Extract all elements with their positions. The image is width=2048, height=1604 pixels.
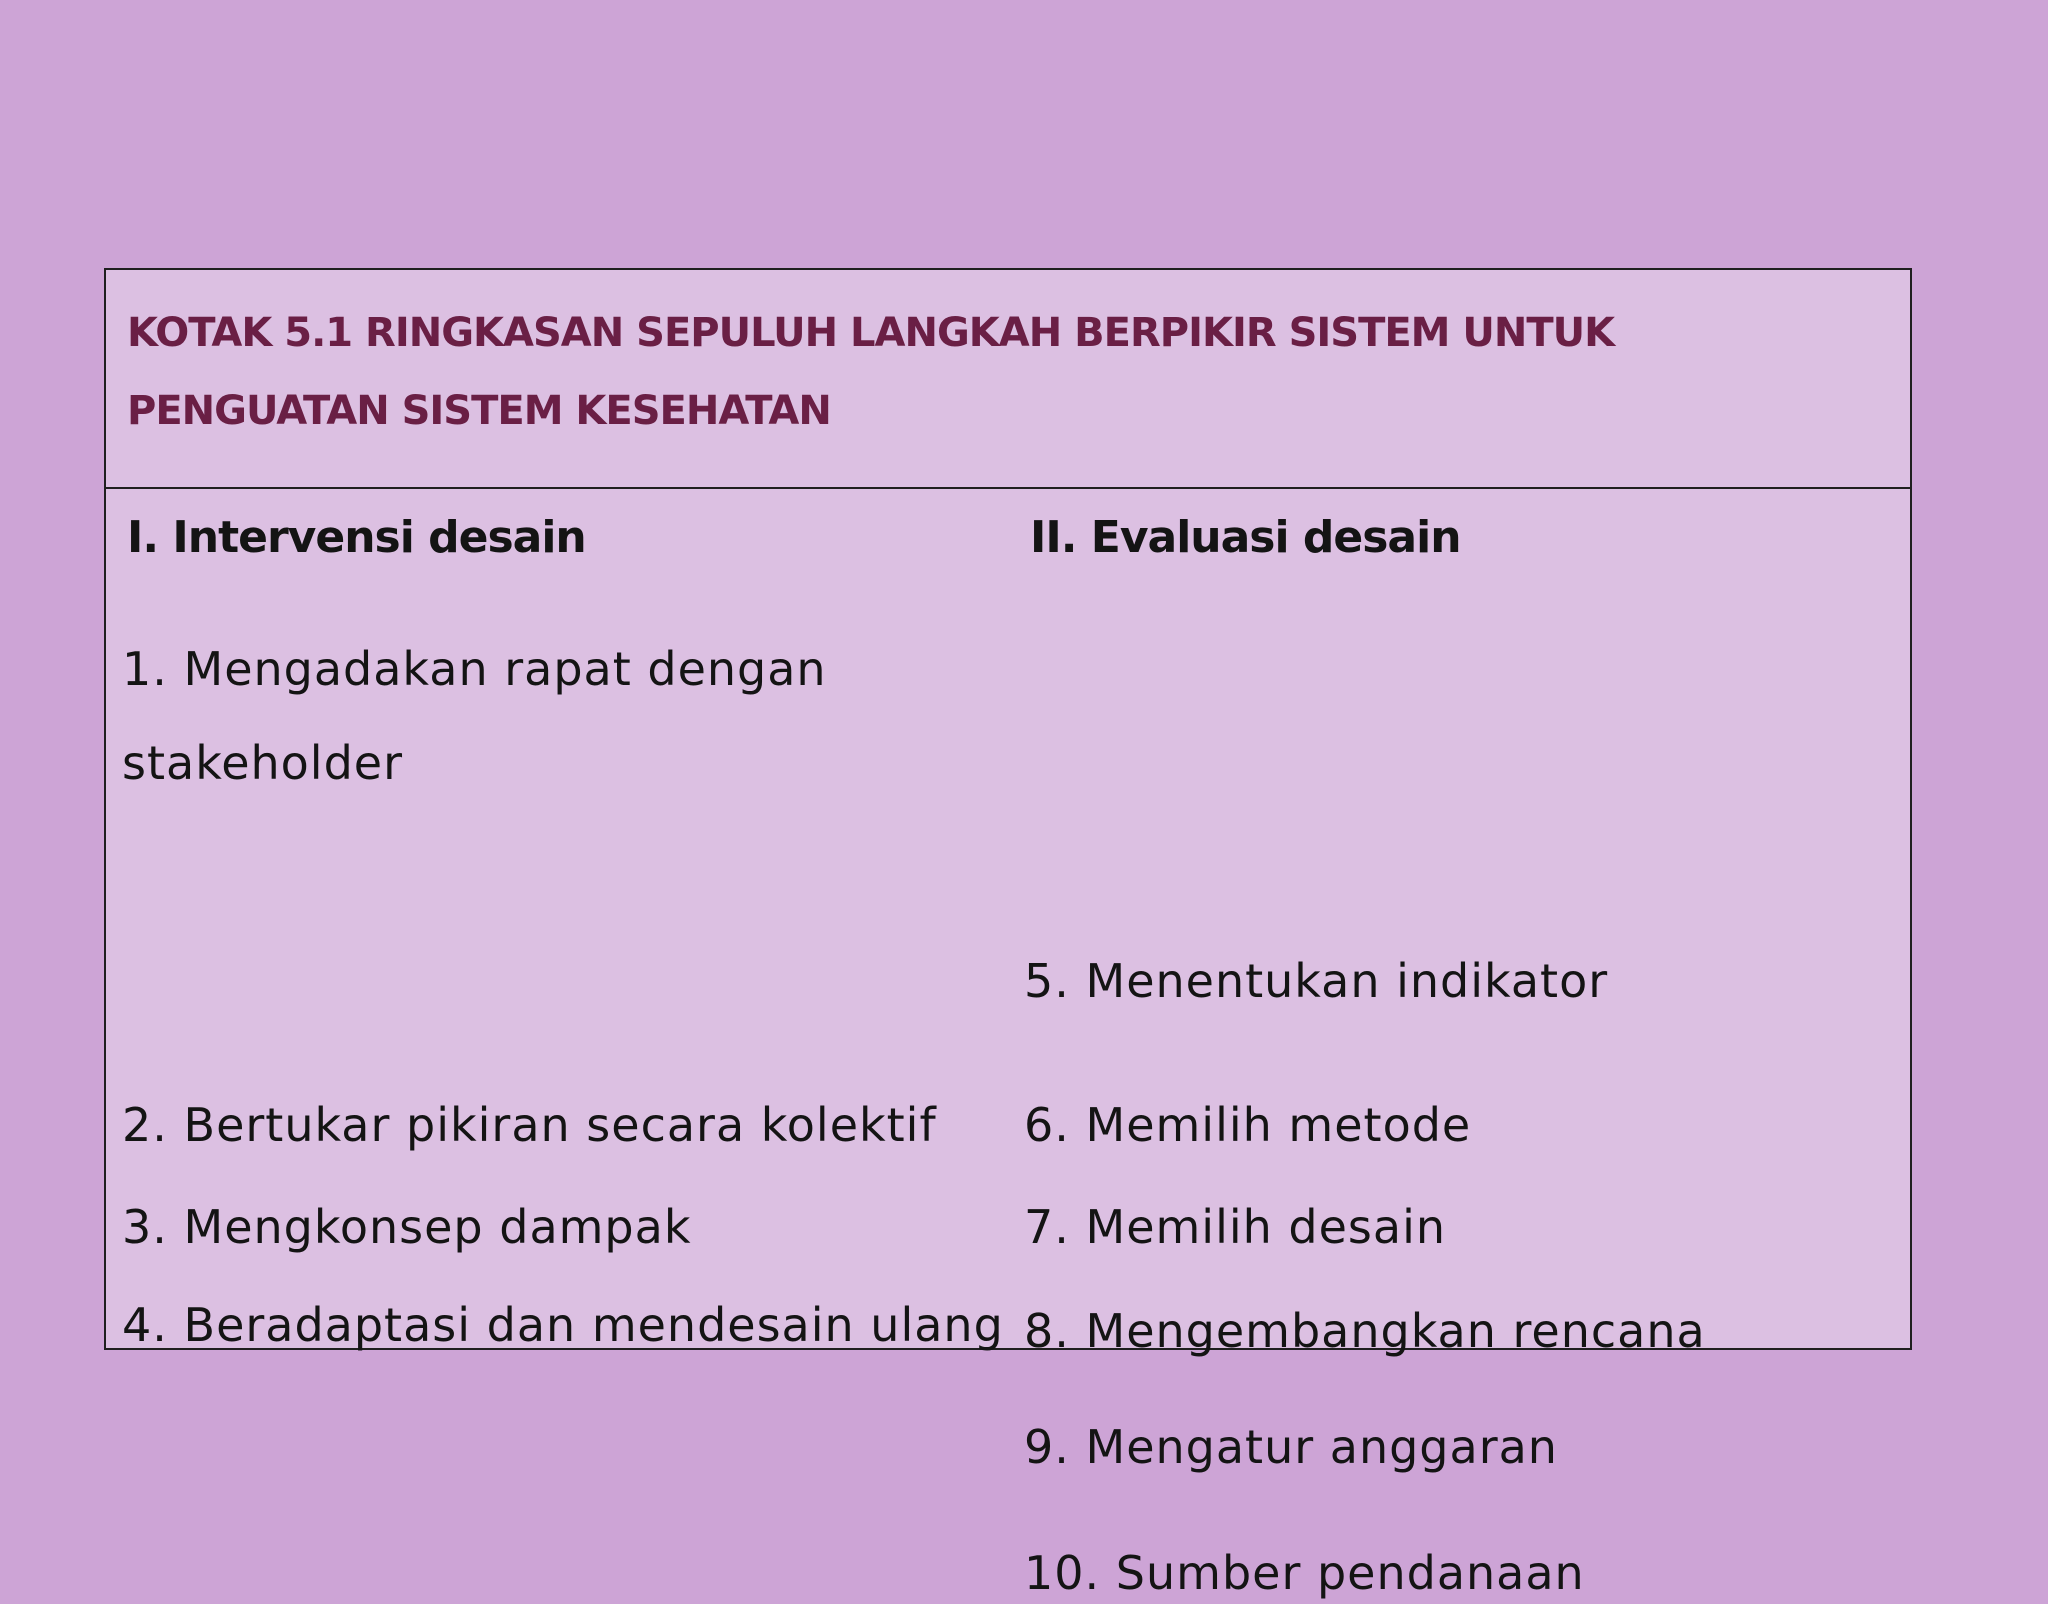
column-heading-design-intervention: I. Intervensi desain [127,512,586,563]
list-item: 4. Beradaptasi dan mendesain ulang [122,1298,1004,1352]
list-item: 3. Mengkonsep dampak [122,1200,692,1254]
list-item: 2. Bertukar pikiran secara kolektif [122,1098,937,1152]
column-heading-design-evaluation: II. Evaluasi desain [1030,512,1461,563]
list-item: 9. Mengatur anggaran [1024,1420,1558,1474]
list-item: 6. Memilih metode [1024,1098,1472,1152]
list-item: 8. Mengembangkan rencana [1024,1304,1706,1358]
summary-box [104,268,1912,1600]
list-item: 1. Mengadakan rapat dengan stakeholder [122,642,827,790]
list-item: 5. Menentukan indikator [1024,954,1609,1008]
list-item: 7. Memilih desain [1024,1200,1447,1254]
box-header [106,270,1910,489]
list-item: 10. Sumber pendanaan [1024,1546,1585,1600]
box-title: KOTAK 5.1 RINGKASAN SEPULUH LANGKAH BERPIKIR SISTEM UNTUK PENGUATAN SISTEM KESEHATAN [127,310,1615,434]
